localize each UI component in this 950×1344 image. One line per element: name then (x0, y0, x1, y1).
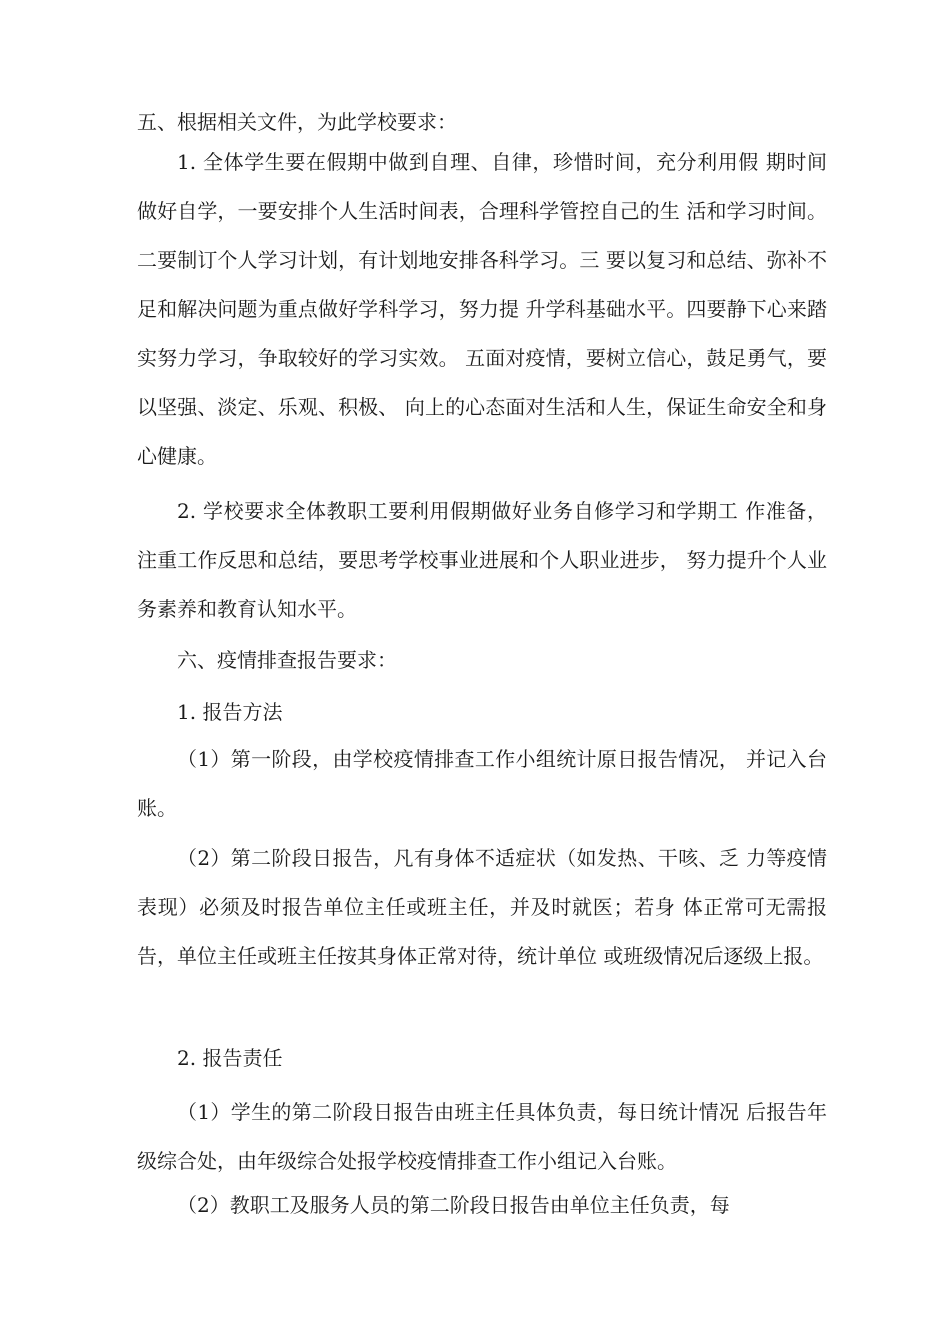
section-6-sub-1-title: 1. 报告方法 (177, 700, 283, 724)
section-6-sub-2-item-1: （1）学生的第二阶段日报告由班主任具体负责，每日统计情况 后报告年级综合处，由年级综合处报学校疫情排查工作小组记入台账。 (137, 1100, 827, 1173)
section-6-sub-1-item-1: （1）第一阶段，由学校疫情排查工作小组统计原日报告情况， 并记入台账。 (137, 747, 827, 820)
section-5-item-2: 2. 学校要求全体教职工要利用假期做好业务自修学习和学期工 作准备，注重工作反思和总结，要思考学校事业进展和个人职业进步， 努力提升个人业务素养和教育认知水平。 (137, 499, 827, 621)
section-6-heading: 六、疫情排查报告要求： (177, 648, 397, 672)
section-6-sub-2-title: 2. 报告责任 (177, 1046, 283, 1070)
section-5-item-1: 1. 全体学生要在假期中做到自理、自律，珍惜时间，充分利用假 期时间做好自学，一要安排个人生活时间表，合理科学管控自己的生 活和学习时间。二要制订个人学习计划，有计划地安排各科学习。三 要以复习和总结、弥补不足和解决问题为重点做好学科学习，努力提 升学科基础水平。四要静下心来踏实努力学习，争取较好的学习实效。 五面对疫情，要树立信心，鼓足勇气，要以坚强、淡定、乐观、积极、 向上的心态面对生活和人生，保证生命安全和身心健康。 (137, 150, 827, 468)
section-6-sub-1-item-2: （2）第二阶段日报告，凡有身体不适症状（如发热、干咳、乏 力等疫情表现）必须及时报告单位主任或班主任，并及时就医；若身 体正常可无需报告，单位主任或班主任按其身体正常对待，统计单位 或班级情况后逐级上报。 (137, 846, 827, 968)
section-6-sub-2-item-2: （2）教职工及服务人员的第二阶段日报告由单位主任负责，每 (177, 1193, 730, 1217)
section-5-heading: 五、根据相关文件，为此学校要求： (137, 110, 457, 134)
